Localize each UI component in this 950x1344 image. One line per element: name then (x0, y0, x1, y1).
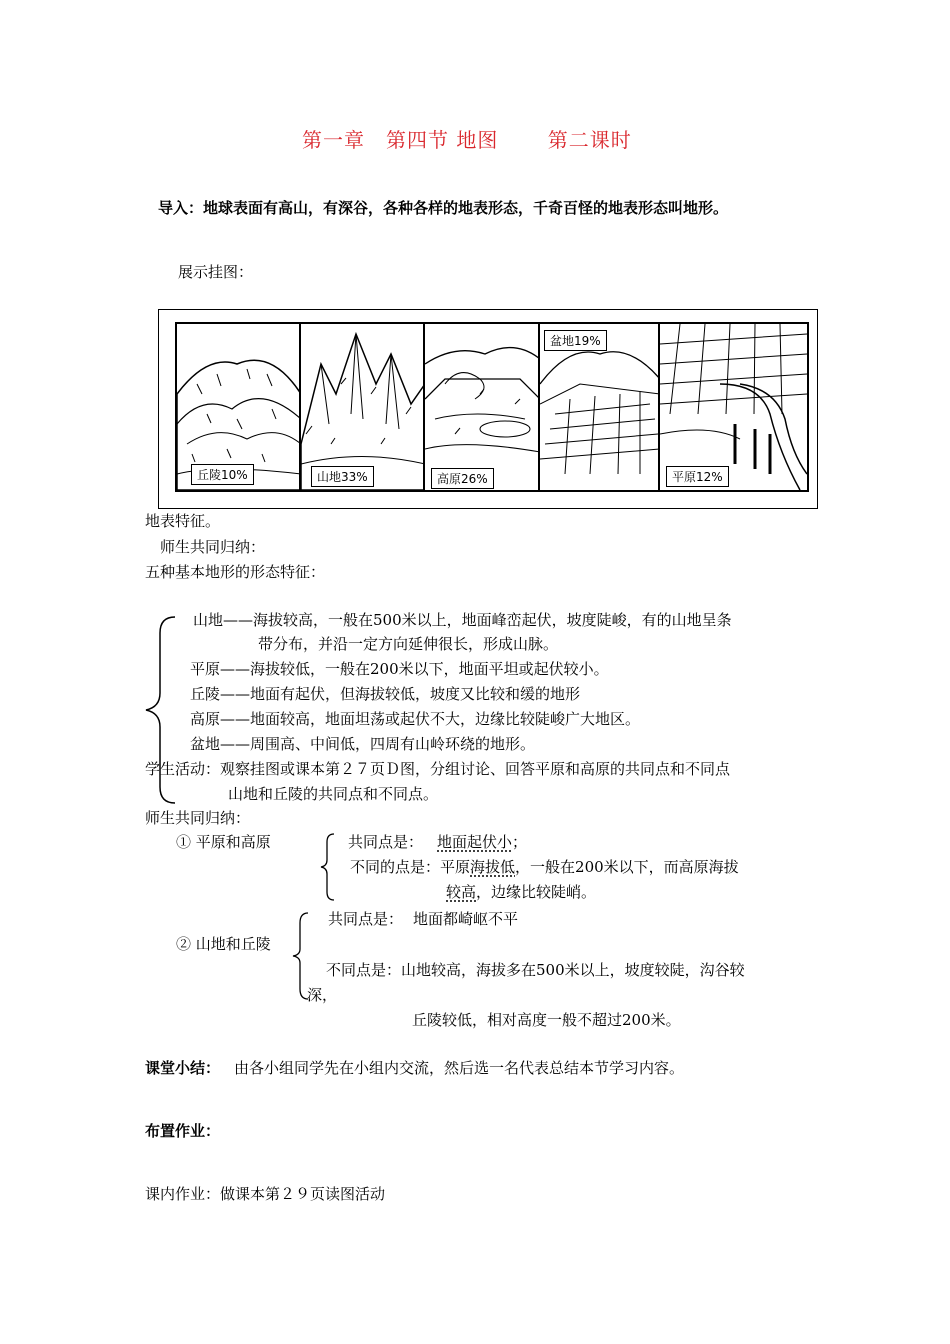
panel-label-mountains: 山地33% (311, 466, 374, 487)
student-activity-line2: 山地和丘陵的共同点和不同点。 (228, 785, 439, 803)
compare-1-common (348, 832, 527, 852)
homework-text: 课内作业：做课本第２９页读图活动 (145, 1185, 386, 1203)
page-title: 第一章 第四节 地图 第二课时 (302, 128, 632, 152)
plateau-illustration (425, 324, 540, 490)
panel-plateau (425, 324, 540, 490)
compare-2-diff (326, 960, 745, 980)
compare-1-diff (350, 857, 739, 877)
show-map-text: 展示挂图： (178, 263, 254, 281)
intro-paragraph (158, 198, 728, 218)
compare-1-diff-part3: ，一般在200米以下，而高原海拔 (515, 858, 739, 876)
class-summary-text: 由各小组同学先在小组内交流，然后选一名代表总结本节学习内容。 (234, 1059, 685, 1077)
landform-plateau: 高原——地面较高，地面坦荡或起伏不大，边缘比较陡峻广大地区。 (190, 710, 641, 728)
class-summary (145, 1058, 684, 1078)
summary-heading-1: 师生共同归纳： (160, 538, 266, 556)
panel-label-basin: 盆地19% (544, 330, 607, 351)
panel-label-hills: 丘陵10% (191, 464, 254, 485)
landform-hill: 丘陵——地面有起伏，但海拔较低，坡度又比较和缓的地形 (190, 685, 581, 703)
landform-mountain-line2: 带分布，并沿一定方向延伸很长，形成山脉。 (258, 635, 559, 653)
panel-label-plateau: 高原26% (431, 468, 494, 489)
five-forms-title: 五种基本地形的形态特征： (145, 563, 326, 581)
figure-caption-text: 地表特征。 (145, 512, 221, 530)
compare-1-common-end: ； (512, 833, 528, 851)
panel-basin (540, 324, 660, 490)
homework-label: 布置作业： (145, 1122, 221, 1140)
landform-plain: 平原——海拔较低，一般在200米以下，地面平坦或起伏较小。 (190, 660, 609, 678)
compare-2-diff-text: 山地较高，海拔多在500米以上，坡度较陡，沟谷较 (401, 961, 745, 979)
compare-1-common-text: 地面起伏小 (437, 833, 513, 851)
brace-compare-1 (318, 832, 338, 902)
compare-1-diff-line2a: 较高 (446, 883, 477, 901)
compare-2-diff-line2: 丘陵较低，相对高度一般不超过200米。 (412, 1011, 681, 1029)
compare-2-common (328, 909, 518, 929)
compare-mountain-hill-label: ② 山地和丘陵 (176, 935, 271, 953)
compare-1-common-label: 共同点是： (348, 833, 424, 851)
panel-mountains (301, 324, 425, 490)
class-summary-label: 课堂小结： (145, 1059, 221, 1077)
panel-plain (660, 324, 807, 490)
intro-text: 地球表面有高山，有深谷，各种各样的地表形态，千奇百怪的地表形态叫地形。 (203, 199, 729, 217)
panel-hills (177, 324, 301, 490)
compare-1-diff-part2: 海拔低 (470, 858, 516, 876)
compare-2-common-label: 共同点是： (328, 910, 404, 928)
intro-label: 导入： (158, 199, 204, 217)
summary-heading-2: 师生共同归纳： (145, 809, 251, 827)
compare-1-diff-label: 不同的点是： (350, 858, 441, 876)
panel-label-plain: 平原12% (666, 466, 729, 487)
landform-basin: 盆地——周围高、中间低，四周有山岭环绕的地形。 (190, 735, 536, 753)
compare-plain-plateau-label: ① 平原和高原 (176, 833, 271, 851)
compare-2-diff-wrap: 深， (307, 986, 338, 1004)
student-activity-line1: 学生活动：观察挂图或课本第２７页Ｄ图，分组讨论、回答平原和高原的共同点和不同点 (145, 760, 731, 778)
compare-1-diff-part1: 平原 (440, 858, 471, 876)
landform-mountain-line1: 山地——海拔较高，一般在500米以上，地面峰峦起伏，坡度陡峻，有的山地呈条 (193, 611, 732, 629)
compare-1-diff-line2 (446, 882, 596, 902)
compare-2-diff-label: 不同点是： (326, 961, 402, 979)
compare-1-diff-line2b: ，边缘比较陡峭。 (476, 883, 597, 901)
landform-figure (175, 322, 809, 492)
compare-2-common-text: 地面都崎岖不平 (413, 910, 519, 928)
